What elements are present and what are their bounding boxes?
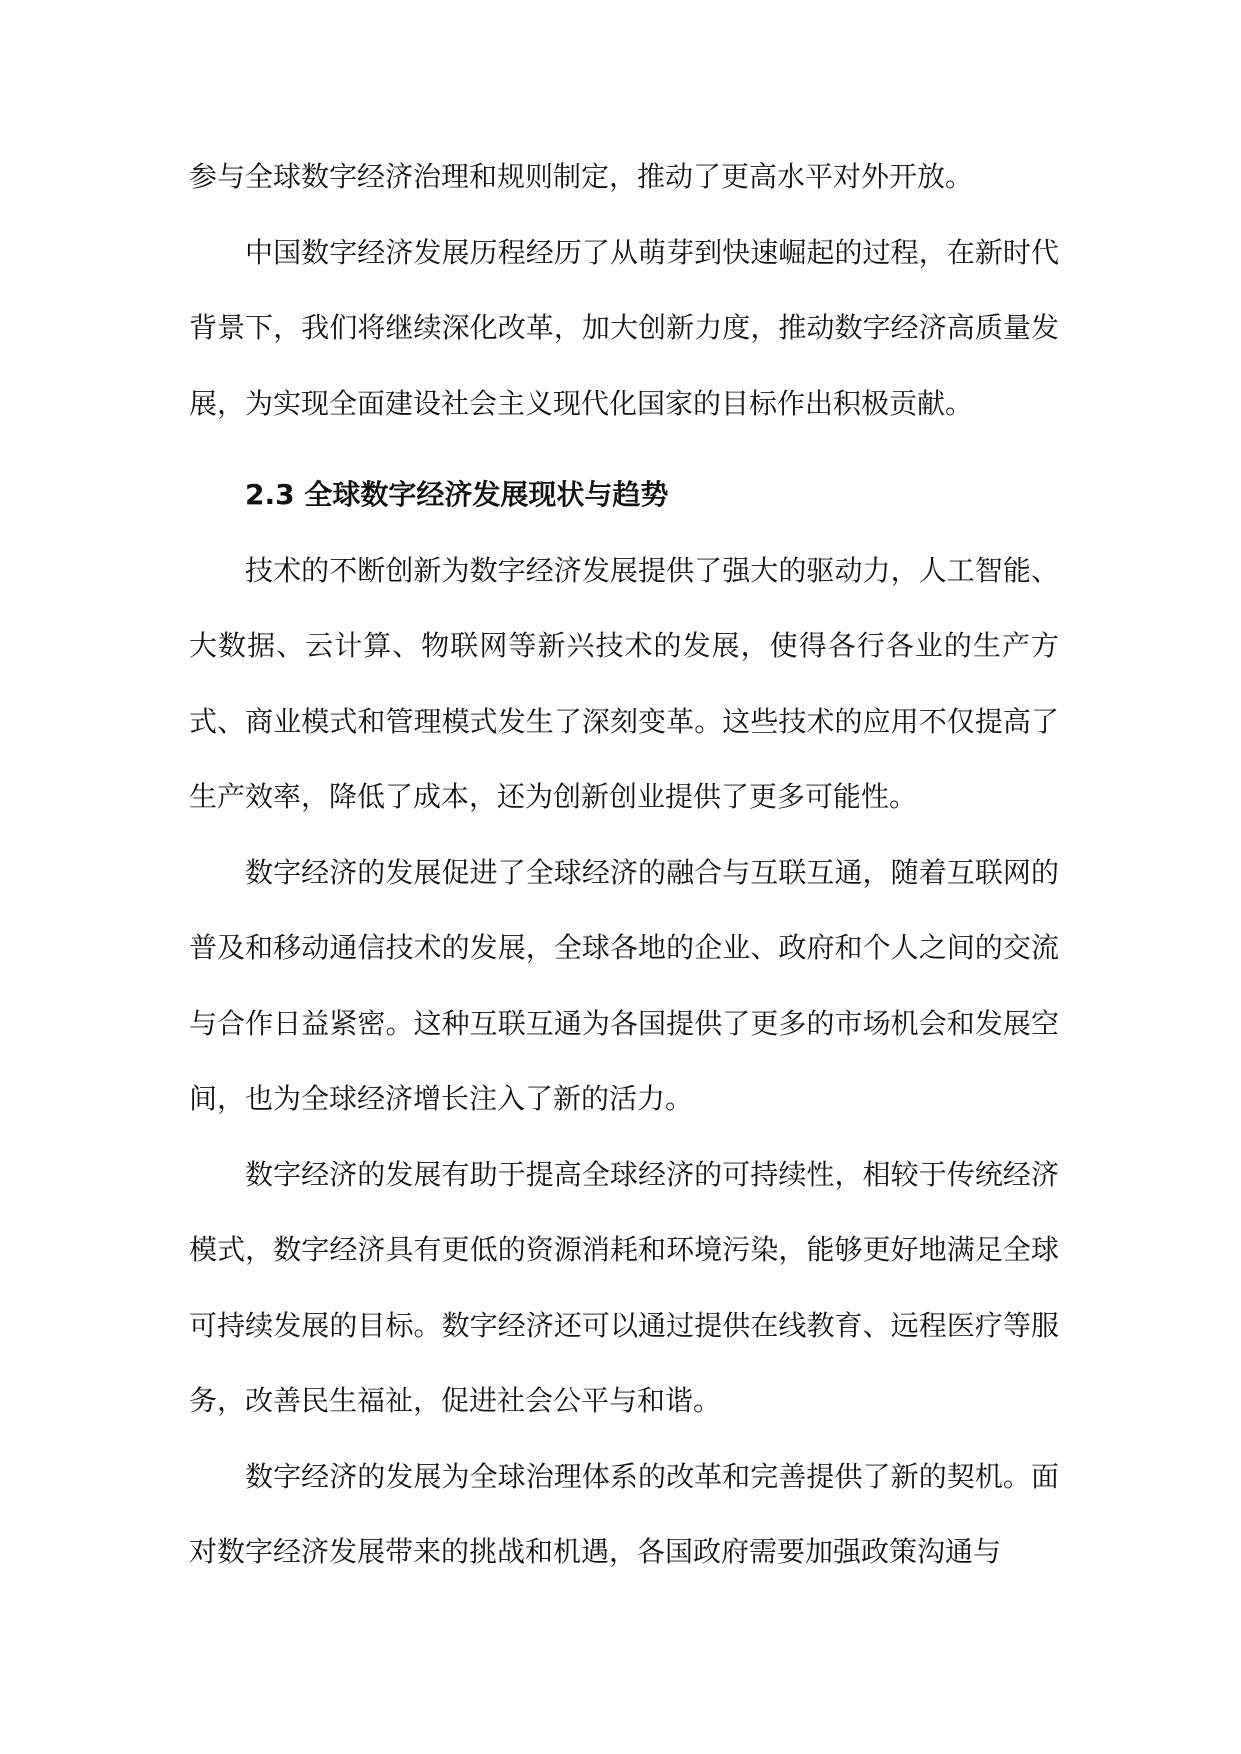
paragraph: 数字经济的发展促进了全球经济的融合与互联互通，随着互联网的普及和移动通信技术的发展，全球各地的企业、政府和个人之间的交流与合作日益紧密。这种互联互通为各国提供了更多的市场机会和发展空间，也为全球经济增长注入了新的活力。 [189, 855, 1059, 1115]
section-heading: 2.3 全球数字经济发展现状与趋势 [245, 478, 669, 511]
paragraph: 数字经济的发展为全球治理体系的改革和完善提供了新的契机。面对数字经济发展带来的挑战和机遇，各国政府需要加强政策沟通与 [189, 1459, 1059, 1568]
paragraph-continued: 参与全球数字经济治理和规则制定，推动了更高水平对外开放。 [189, 160, 974, 193]
paragraph: 技术的不断创新为数字经济发展提供了强大的驱动力，人工智能、大数据、云计算、物联网等新兴技术的发展，使得各行各业的生产方式、商业模式和管理模式发生了深刻变革。这些技术的应用不仅提高了生产效率，降低了成本，还为创新创业提供了更多可能性。 [189, 553, 1059, 813]
paragraph: 中国数字经济发展历程经历了从萌芽到快速崛起的过程，在新时代背景下，我们将继续深化改革，加大创新力度，推动数字经济高质量发展，为实现全面建设社会主义现代化国家的目标作出积极贡献。 [189, 235, 1059, 420]
paragraph: 数字经济的发展有助于提高全球经济的可持续性，相较于传统经济模式，数字经济具有更低的资源消耗和环境污染，能够更好地满足全球可持续发展的目标。数字经济还可以通过提供在线教育、远程医疗等服务，改善民生福祉，促进社会公平与和谐。 [189, 1157, 1059, 1417]
document-body [189, 139, 1059, 1590]
